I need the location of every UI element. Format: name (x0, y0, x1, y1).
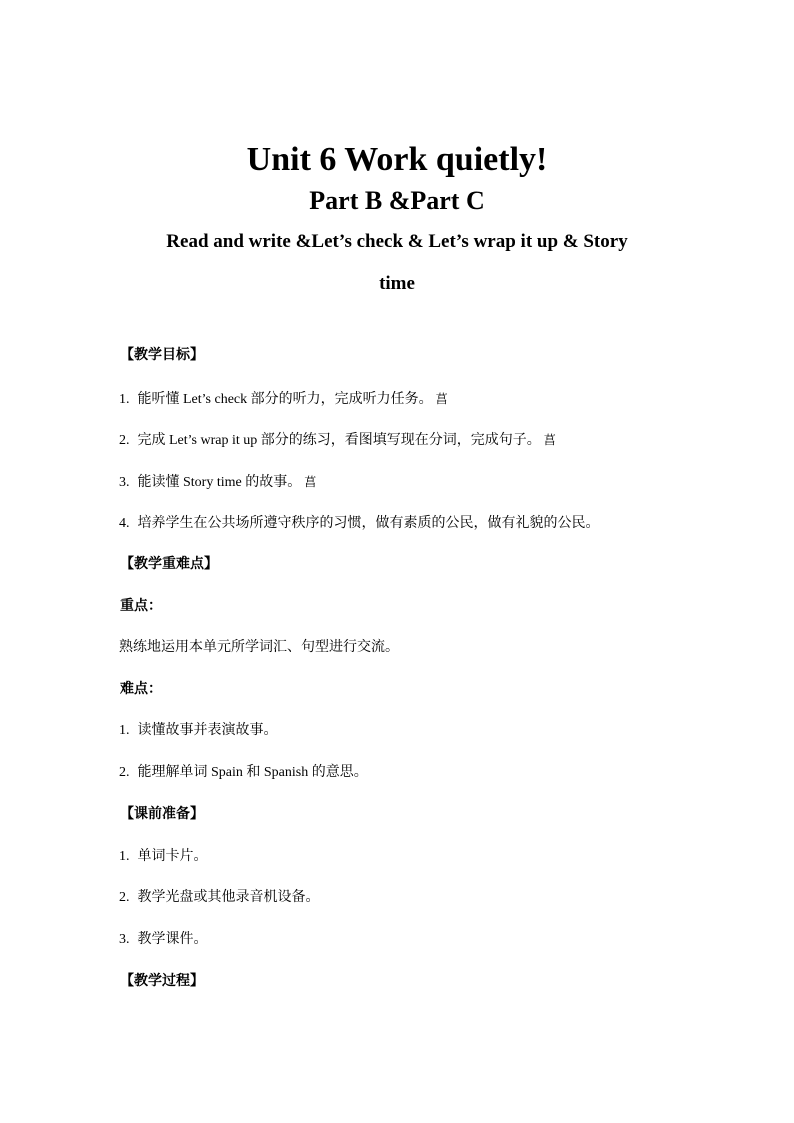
item-mark: 菖 (543, 433, 556, 447)
item-text: 教学光盘或其他录音机设备。 (137, 890, 320, 905)
item-text: 读懂故事并表演故事。 (137, 723, 278, 738)
part-title: Part B &Part C (309, 186, 485, 215)
focus-text: 熟练地运用本单元所学词汇、句型进行交流。 (119, 640, 399, 655)
item-mark: 菖 (435, 392, 448, 406)
difficulty-item (119, 721, 278, 741)
key-points-heading: 【教学重难点】 (120, 557, 218, 572)
objective-item (119, 430, 556, 451)
objective-item (119, 472, 316, 493)
item-text: 完成 Let’s wrap it up 部分的练习，看图填写现在分词，完成句子。 (137, 433, 541, 448)
item-text: 单词卡片。 (137, 849, 208, 864)
objective-item (119, 514, 600, 534)
item-text: 能理解单词 Spain 和 Spanish 的意思。 (137, 765, 368, 780)
item-number: 2. (119, 433, 130, 448)
preparation-item (119, 847, 208, 867)
item-text: 教学课件。 (137, 932, 208, 947)
unit-title: Unit 6 Work quietly! (246, 141, 548, 178)
item-number: 1. (119, 849, 130, 864)
item-mark: 菖 (304, 475, 317, 489)
preparation-item (119, 888, 320, 908)
item-number: 1. (119, 392, 130, 407)
preparation-item (119, 930, 208, 950)
objectives-heading: 【教学目标】 (120, 348, 204, 363)
item-number: 3. (119, 932, 130, 947)
item-text: 培养学生在公共场所遵守秩序的习惯，做有素质的公民，做有礼貌的公民。 (137, 516, 600, 531)
item-text: 能读懂 Story time 的故事。 (137, 475, 302, 490)
subtitle-line-1: Read and write &Let’s check & Let’s wrap it up & Story (166, 231, 628, 252)
objective-item (119, 389, 448, 410)
item-number: 2. (119, 890, 130, 905)
item-number: 3. (119, 475, 130, 490)
difficulty-item (119, 763, 368, 783)
difficulty-label: 难点： (120, 682, 162, 697)
preparation-heading: 【课前准备】 (120, 807, 204, 822)
item-number: 4. (119, 516, 130, 531)
subtitle-line-2: time (379, 273, 415, 294)
item-number: 1. (119, 723, 130, 738)
process-heading: 【教学过程】 (120, 974, 204, 989)
item-number: 2. (119, 765, 130, 780)
item-text: 能听懂 Let’s check 部分的听力，完成听力任务。 (137, 392, 433, 407)
focus-label: 重点： (120, 599, 162, 614)
